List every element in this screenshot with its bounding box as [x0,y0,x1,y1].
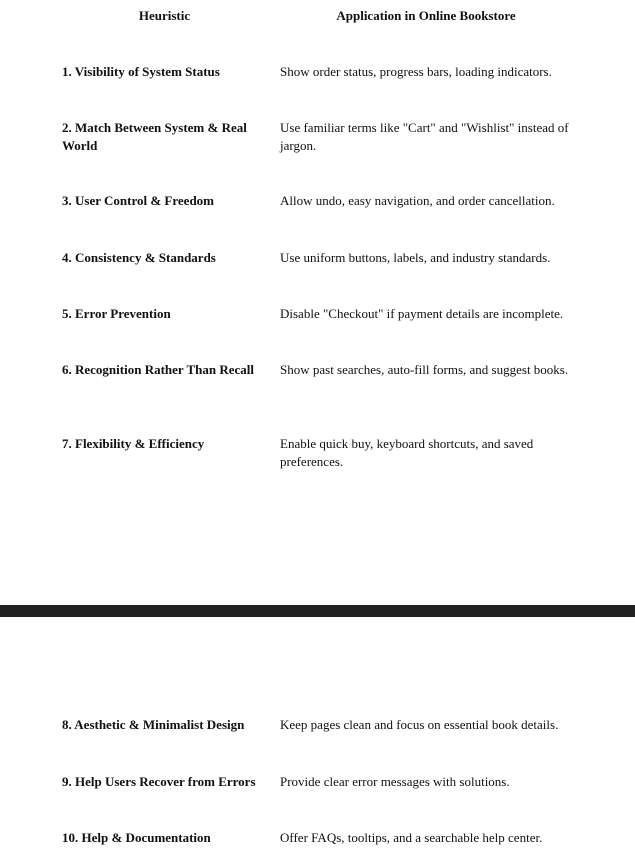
heuristic-cell: 2. Match Between System & Real World [62,120,247,153]
heuristic-cell: 5. Error Prevention [62,306,171,321]
heuristic-cell: 8. Aesthetic & Minimalist Design [62,717,245,732]
heuristic-cell: 1. Visibility of System Status [62,64,220,79]
page-break [0,605,635,617]
application-cell: Allow undo, easy navigation, and order cancellation. [280,193,555,208]
application-cell: Disable "Checkout" if payment details are incomplete. [280,306,564,321]
heuristic-cell: 10. Help & Documentation [62,830,211,845]
application-cell: Enable quick buy, keyboard shortcuts, and saved preferences. [280,436,534,469]
column-header-application: Application in Online Bookstore [336,8,516,23]
heuristic-cell: 3. User Control & Freedom [62,193,215,208]
application-cell: Show order status, progress bars, loading indicators. [280,64,552,79]
heuristic-cell: 7. Flexibility & Efficiency [62,436,205,451]
heuristic-cell: 6. Recognition Rather Than Recall [62,362,254,377]
column-header-heuristic: Heuristic [138,8,191,23]
application-cell: Show past searches, auto-fill forms, and suggest books. [280,362,569,377]
application-cell: Use uniform buttons, labels, and industry standards. [280,250,551,265]
heuristic-cell: 4. Consistency & Standards [62,250,216,265]
heuristic-cell: 9. Help Users Recover from Errors [62,774,256,789]
application-cell: Keep pages clean and focus on essential book details. [280,717,559,732]
application-cell: Provide clear error messages with solutions. [280,774,510,789]
application-cell: Offer FAQs, tooltips, and a searchable help center. [280,830,543,845]
application-cell: Use familiar terms like "Cart" and "Wishlist" instead of jargon. [280,120,569,153]
